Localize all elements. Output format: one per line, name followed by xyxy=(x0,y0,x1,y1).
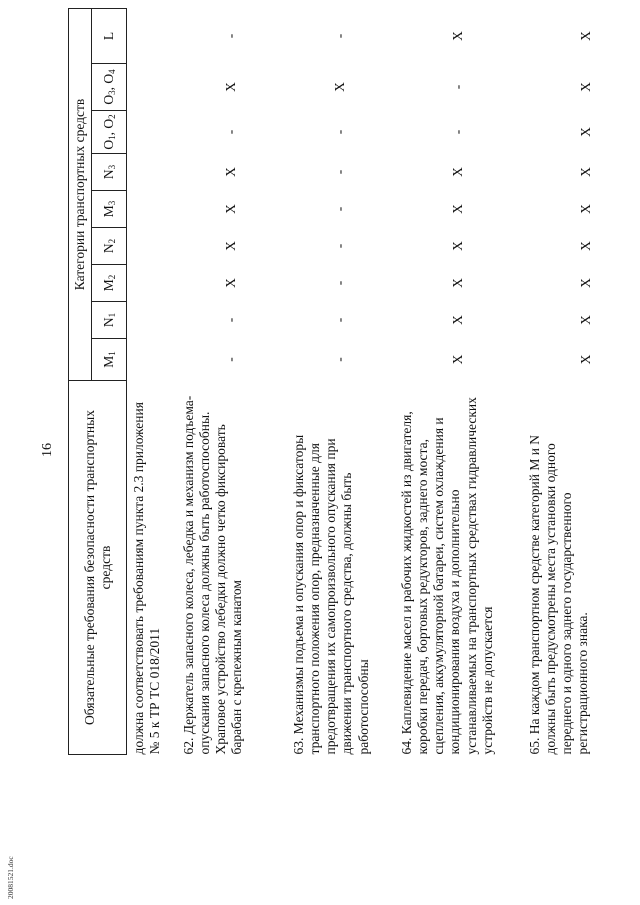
category-mark: - xyxy=(223,357,239,362)
category-mark: X xyxy=(578,278,594,288)
category-header: $M_2$ xyxy=(92,265,127,302)
table-row xyxy=(523,8,640,754)
category-mark: X xyxy=(450,278,466,288)
table-row xyxy=(287,8,395,754)
category-mark xyxy=(127,302,177,339)
category-mark: - xyxy=(450,84,466,90)
requirements-table xyxy=(68,8,640,755)
category-mark: - xyxy=(223,129,239,135)
footer-code: 20081521.doc xyxy=(6,856,15,899)
category-header: $N_1$ xyxy=(92,302,127,339)
requirement-text: 65. На каждом транспортном средстве категорий M и N должны быть предусмотрены места установки одного переднего и одного заднего государственного регистрационного знака. xyxy=(526,434,591,755)
category-mark: X xyxy=(450,167,466,177)
category-mark: X xyxy=(450,204,466,214)
category-mark: X xyxy=(332,82,348,92)
category-mark: X xyxy=(578,204,594,214)
category-mark: X xyxy=(450,241,466,251)
table-row xyxy=(395,8,523,754)
category-mark: X xyxy=(578,31,594,41)
category-mark xyxy=(127,8,177,63)
category-mark: X xyxy=(223,241,239,251)
category-mark: - xyxy=(332,280,348,286)
category-mark: - xyxy=(450,129,466,135)
category-mark xyxy=(127,191,177,228)
category-mark: X xyxy=(578,354,594,365)
category-mark: - xyxy=(332,317,348,323)
category-mark: X xyxy=(578,82,594,92)
category-mark: X xyxy=(450,315,466,325)
category-header: $M_1$ xyxy=(92,339,127,381)
category-header: $O_3$, $O_4$ xyxy=(92,64,127,111)
category-mark: X xyxy=(223,204,239,214)
category-header: L xyxy=(92,8,127,63)
table-row xyxy=(177,8,287,754)
category-header: $N_3$ xyxy=(92,154,127,191)
category-mark: - xyxy=(332,357,348,362)
categories-header: Категории транспортных средств xyxy=(69,8,92,380)
requirements-column-header: Обязательные требования безопасности транспортных средств xyxy=(69,381,127,755)
category-mark: X xyxy=(578,127,594,137)
category-mark: X xyxy=(578,241,594,251)
category-mark xyxy=(127,154,177,191)
page-number: 16 xyxy=(40,443,55,457)
category-mark xyxy=(127,64,177,111)
category-header: $O_1$, $O_2$ xyxy=(92,111,127,154)
category-mark: X xyxy=(223,278,239,288)
category-mark: X xyxy=(450,31,466,41)
category-mark: - xyxy=(332,206,348,212)
category-mark: - xyxy=(332,169,348,175)
category-mark: X xyxy=(223,82,239,92)
category-mark: - xyxy=(332,243,348,249)
category-mark: X xyxy=(578,315,594,325)
category-mark xyxy=(127,111,177,154)
category-mark xyxy=(127,228,177,265)
category-mark: - xyxy=(332,129,348,135)
category-mark xyxy=(127,265,177,302)
category-mark xyxy=(127,339,177,381)
category-mark: X xyxy=(450,354,466,365)
category-mark: - xyxy=(332,33,348,39)
category-mark: X xyxy=(578,167,594,177)
category-header: $N_2$ xyxy=(92,228,127,265)
category-header: $M_3$ xyxy=(92,191,127,228)
requirements-body xyxy=(127,8,640,754)
requirement-text: 64. Каплевидение масел и рабочих жидкостей из двигателя, коробки передач, бортовых редукторов, заднего моста, сцепления, аккумуляторной батареи, систем охлаждения и кондиционирования воздуха и дополнительно устанавливаемых на транспортных средствах гидравлических устройств не допускается xyxy=(398,397,495,755)
category-mark: - xyxy=(223,33,239,39)
category-mark: X xyxy=(223,167,239,177)
category-mark: - xyxy=(223,317,239,323)
requirement-text: 62. Держатель запасного колеса, лебедка и механизм подъема-опускания запасного колеса должны быть работоспособны. Храповое устройство лебедки должно четко фиксировать барабан с крепежным канатом xyxy=(180,395,245,755)
requirement-text: должна соответствовать требованиям пункта 2.3 приложения № 5 к ТР ТС 018/2011 xyxy=(131,402,163,755)
requirement-text: 63. Механизмы подъема и опускания опор и фиксаторы транспортного положения опор, предназначенные для предотвращения их самопроизвольного опускания при движении транспортного средства, должны быть работоспособны xyxy=(290,434,371,755)
table-row xyxy=(127,8,177,754)
